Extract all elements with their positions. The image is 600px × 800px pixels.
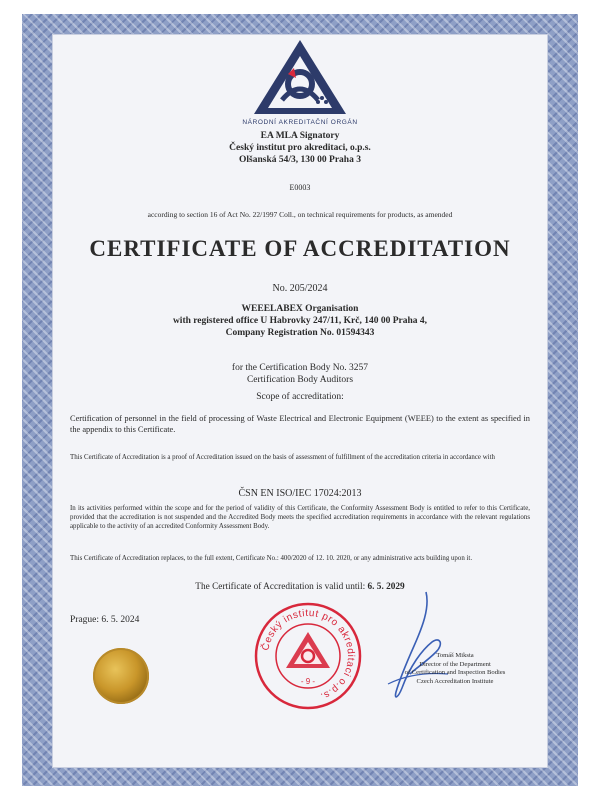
holder-registration: Company Registration No. 01594343 (225, 328, 375, 338)
signer-department: of Certification and Inspection Bodies (404, 669, 506, 677)
validity-label: The Certificate of Accreditation is valid until: (195, 582, 366, 592)
standard-designation: ČSN EN ISO/IEC 17024:2013 (238, 488, 362, 499)
gold-seal (93, 648, 149, 704)
legal-basis: according to section 16 of Act No. 22/1997 Coll., on technical requirements for products, as amended (147, 210, 453, 219)
holder-address: with registered office U Habrovky 247/11, Krč, 140 00 Praha 4, (172, 316, 428, 326)
certificate-number: No. 205/2024 (272, 283, 328, 294)
signer-block (390, 652, 520, 686)
certification-body-name: Certification Body Auditors (246, 375, 354, 385)
replaces-paragraph: This Certificate of Accreditation replaces, to the full extent, Certificate No.: 400/2020 of 12. 10. 2020, or any administrative acts building upon it. (70, 555, 473, 562)
logo-caption: NÁRODNÍ AKREDITAČNÍ ORGÁN (242, 119, 358, 126)
scope-text: Certification of personnel in the field of processing of Waste Electrical and Electronic Equipment (WEEE) to the extent as specified in the appendix to this Certificate. (70, 414, 530, 434)
authority-address: Olšanská 54/3, 130 00 Praha 3 (239, 155, 361, 165)
stamp-ring-text: Český institut pro akreditaci o.p.s. (260, 607, 357, 702)
cai-logo-icon (252, 38, 348, 118)
authority-name: Český institut pro akreditaci, o.p.s. (229, 143, 371, 153)
proof-paragraph: This Certificate of Accreditation is a proof of Accreditation issued on the basis of assessment of fulfillment of the accreditation criteria in accordance with (70, 454, 495, 461)
official-stamp (252, 600, 364, 712)
signatory-label: EA MLA Signatory (260, 131, 340, 141)
certification-body-number: for the Certification Body No. 3257 (231, 363, 369, 373)
signer-name: Tomáš Miksta (436, 652, 474, 659)
signer-title: Director of the Department (419, 660, 491, 668)
handwritten-signature (370, 588, 460, 708)
scope-heading: Scope of accreditation: (256, 392, 344, 402)
certificate-id: E0003 (289, 183, 311, 192)
certificate-title: CERTIFICATE OF ACCREDITATION (89, 236, 511, 261)
activities-paragraph: In its activities performed within the scope and for the period of validity of this Certificate, the Conformity Assessment Body is entitled to refer to this Certificate, provided that the accreditation is not suspended and the Accredited Body meets the specified accreditation requirements in accordance with the relevant regulations applicable to the activity of an accredited Conformity Assessment Body. (70, 505, 530, 530)
signer-institute: Czech Accreditation Institute (416, 677, 494, 685)
validity-statement (0, 582, 600, 592)
place-date: Prague: 6. 5. 2024 (70, 615, 140, 625)
stamp-number: - 9 - (300, 677, 316, 686)
holder-name: WEEELABEX Organisation (241, 304, 359, 314)
validity-date: 6. 5. 2029 (367, 582, 405, 592)
